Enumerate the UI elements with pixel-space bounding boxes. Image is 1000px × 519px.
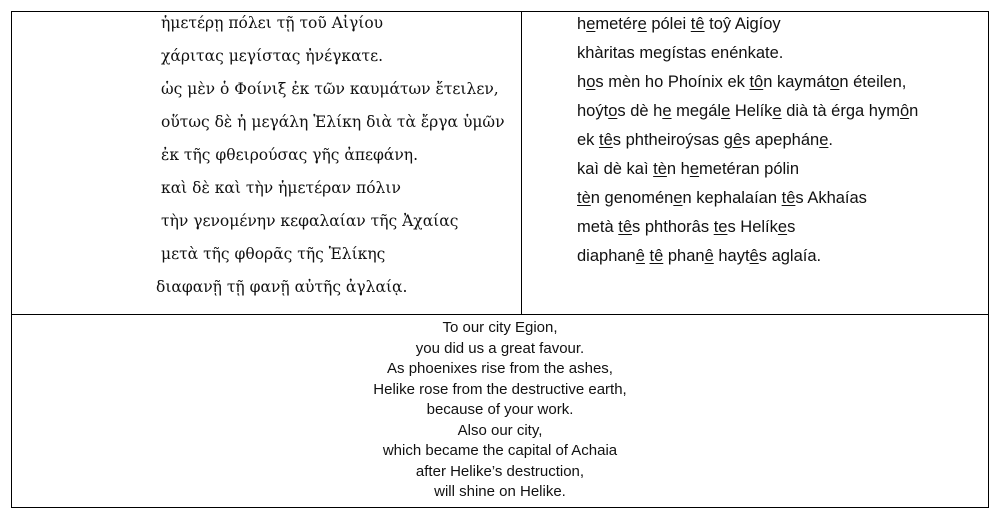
english-line: To our city Egion, [442, 319, 558, 336]
underlined-segment: e [662, 102, 672, 120]
underlined-segment: e [721, 102, 731, 120]
text-segment: kaì dè kaì [577, 160, 654, 178]
text-segment: . [828, 131, 833, 149]
underlined-segment: e [673, 189, 683, 207]
text-segment: s [787, 218, 796, 236]
transliteration-line [577, 45, 783, 62]
text-segment: n kaymát [763, 73, 831, 91]
text-segment: n genomén [590, 189, 674, 207]
underlined-segment: e [689, 160, 700, 178]
greek-text-cell [12, 12, 522, 314]
text-segment: s apephán [742, 131, 820, 149]
greek-line: μετὰ τῆς φθορᾶς τῆς Ἑλίκης [161, 245, 386, 263]
english-line: you did us a great favour. [415, 339, 585, 357]
text-segment: n [666, 160, 681, 178]
greek-line: οὕτως δὲ ἡ μεγάλη Ἑλίκη διὰ τὰ ἔργα ὑμῶν [161, 113, 505, 131]
text-segment: khàritas megístas enénkate. [577, 44, 784, 62]
text-segment: s Helík [727, 218, 778, 236]
text-segment: s phthorâs [632, 218, 714, 236]
text-segment: metà [577, 218, 619, 236]
underlined-segment: e [819, 131, 829, 149]
english-line: As phoenixes rise from the ashes, [387, 360, 613, 377]
underlined-segment: ê [749, 247, 759, 265]
text-segment: h [653, 102, 663, 120]
transliteration-line [577, 161, 799, 178]
underlined-segment: e [772, 102, 782, 120]
text-segment: diaphan [577, 247, 636, 265]
text-segment: hoýt [577, 102, 609, 120]
text-segment: metéran pólin [699, 160, 800, 178]
text-segment: ek [577, 131, 600, 149]
underlined-segment: tê [618, 218, 633, 236]
underlined-segment: te [713, 218, 728, 236]
underlined-segment: e [637, 15, 647, 33]
transliteration-cell [522, 12, 988, 314]
underlined-segment: tê [649, 247, 664, 265]
text-segment: n éteilen, [839, 73, 907, 91]
greek-line: ὡς μὲν ὁ Φοίνιξ ἐκ τῶν καυμάτων ἔτειλεν, [161, 80, 499, 98]
underlined-segment: tê [690, 15, 705, 33]
english-translation [12, 318, 988, 503]
underlined-segment: o [586, 73, 596, 91]
transliteration-line [577, 132, 833, 149]
transliteration-line [577, 248, 821, 265]
transliteration-line [577, 190, 867, 207]
text-segment: metér [595, 15, 638, 33]
text-segment: h [577, 15, 587, 33]
text-segment: h [577, 73, 587, 91]
underlined-segment: tè [577, 189, 591, 207]
transliteration-line [577, 103, 918, 120]
greek-line: καὶ δὲ καὶ τὴν ἡμετέραν πόλιν [161, 179, 401, 197]
text-segment: s mèn ho Phoínix ek [595, 73, 750, 91]
text-segment: h [680, 160, 690, 178]
text-segment: s phtheiroýsas [612, 131, 724, 149]
english-line: because of your work. [426, 401, 574, 418]
greek-line: χάριτας μεγίστας ἠνέγκατε. [161, 47, 384, 65]
transliteration-line [577, 74, 906, 91]
english-line: after Helike’s destruction, [415, 462, 585, 480]
text-segment: s Akhaías [795, 189, 867, 207]
transliteration-line [577, 219, 795, 236]
english-line: which became the capital of Achaia [382, 442, 618, 459]
text-segment: s aglaía. [758, 247, 822, 265]
text-segment: s dè [617, 102, 654, 120]
underlined-segment: ô [899, 102, 910, 120]
english-line: will shine on Helike. [434, 483, 566, 500]
greek-line: ἐκ τῆς φθειρούσας γῆς ἀπεφάνη. [161, 146, 419, 164]
text-segment: n [909, 102, 919, 120]
text-segment: toŷ Aigíoy [704, 15, 781, 33]
text-segment: dià tà érga hym [781, 102, 900, 120]
top-row [12, 12, 988, 315]
text-segment: hayt [713, 247, 750, 265]
text-segment: phan [663, 247, 705, 265]
underlined-segment: ê [704, 247, 714, 265]
text-segment: pólei [646, 15, 691, 33]
underlined-segment: tê [781, 189, 796, 207]
english-line: Helike rose from the destructive earth, [373, 380, 627, 398]
underlined-segment: e [586, 15, 596, 33]
text-segment: megál [671, 102, 722, 120]
underlined-segment: o [608, 102, 618, 120]
text-segment: n kephalaían [682, 189, 782, 207]
transliteration-line [577, 16, 781, 33]
underlined-segment: tê [599, 131, 613, 149]
greek-line: ἡμετέρῃ πόλει τῇ τοῦ Αἰγίου [161, 14, 384, 32]
text-segment: Helík [730, 102, 773, 120]
underlined-segment: tè [653, 160, 667, 178]
underlined-segment: e [777, 218, 788, 236]
underlined-segment: gê [723, 131, 743, 149]
underlined-segment: ê [635, 247, 645, 265]
greek-line: διαφανῇ τῇ φανῇ αὐτῆς ἀγλαίᾳ. [156, 278, 408, 296]
underlined-segment: tô [749, 73, 764, 91]
greek-line: τὴν γενομένην κεφαλαίαν τῆς Ἀχαίας [161, 212, 459, 230]
english-line: Also our city, [457, 421, 543, 439]
underlined-segment: o [830, 73, 840, 91]
english-translation-cell [12, 315, 988, 507]
poem-table [11, 11, 989, 508]
